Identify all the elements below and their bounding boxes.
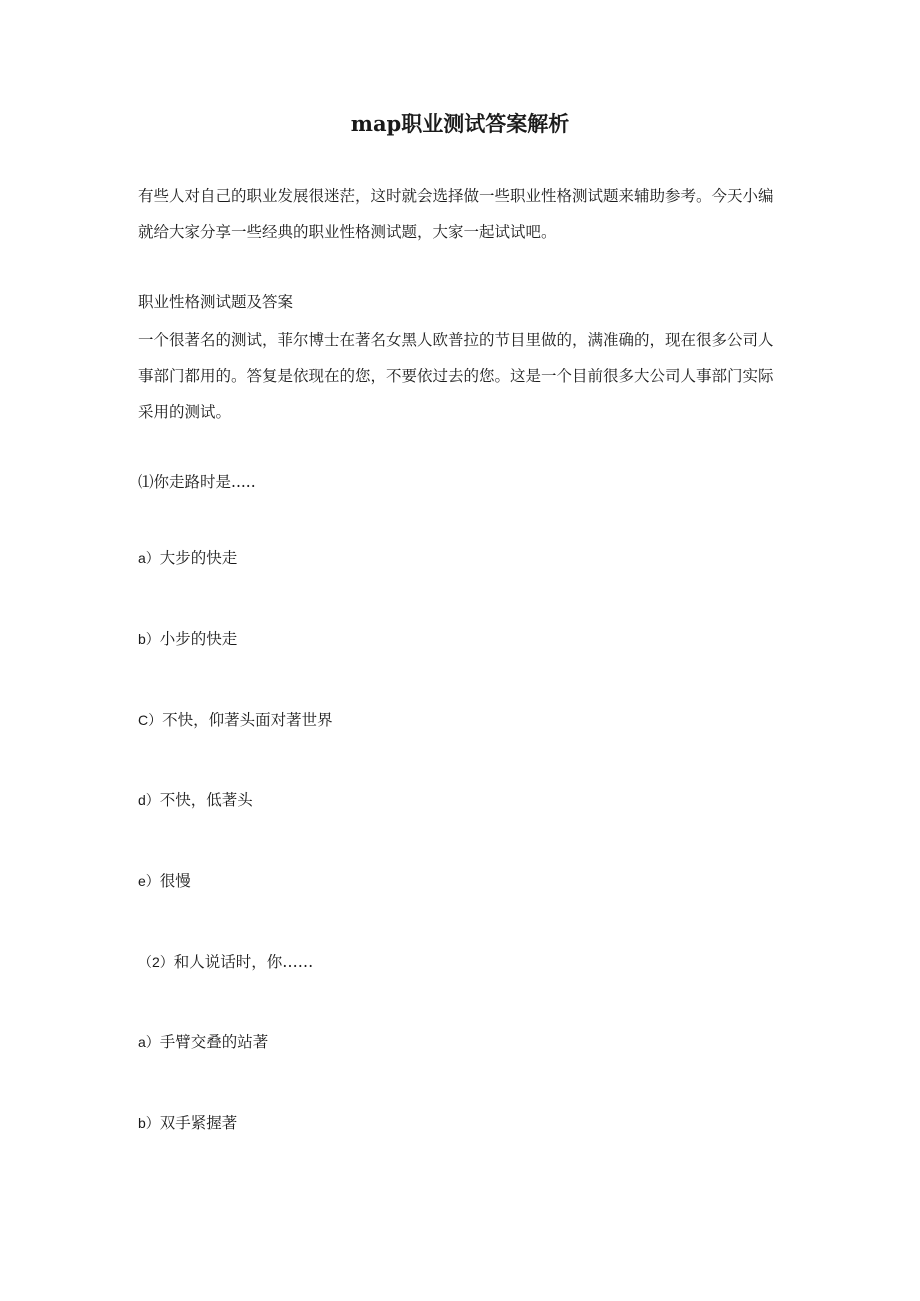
question-number: （2） — [138, 954, 174, 970]
question-1 — [138, 470, 786, 494]
option-text: 手臂交叠的站著 — [159, 1033, 269, 1051]
question-1-option-b — [138, 627, 786, 651]
question-1-option-d — [138, 788, 786, 812]
option-letter: a） — [138, 1034, 160, 1050]
section-description: 一个很著名的测试，菲尔博士在著名女黑人欧普拉的节目里做的，满准确的，现在很多公司人事部门都用的。答复是依现在的您，不要依过去的您。这是一个目前很多大公司人事部门实际采用的测试。 — [138, 331, 774, 421]
option-letter: e） — [138, 873, 160, 889]
question-1-option-a — [138, 546, 786, 570]
question-1-option-c — [138, 708, 786, 732]
option-text: 大步的快走 — [159, 549, 238, 567]
intro-paragraph: 有些人对自己的职业发展很迷茫，这时就会选择做一些职业性格测试题来辅助参考。今天小编就给大家分享一些经典的职业性格测试题，大家一起试试吧。 — [138, 187, 774, 241]
option-letter: b） — [138, 1115, 160, 1131]
option-text: 不快，仰著头面对著世界 — [162, 711, 333, 729]
question-2-option-b — [138, 1111, 786, 1135]
option-text: 小步的快走 — [159, 630, 238, 648]
option-text: 不快，低著头 — [159, 791, 253, 809]
option-letter: a） — [138, 550, 160, 566]
option-letter: C） — [138, 712, 163, 728]
option-letter: d） — [138, 792, 160, 808]
question-number: ⑴ — [138, 473, 154, 491]
question-text: 和人说话时，你…… — [173, 953, 314, 971]
option-letter: b） — [138, 631, 160, 647]
section-heading: 职业性格测试题及答案 — [138, 293, 294, 311]
question-text: 你走路时是..... — [153, 473, 256, 491]
question-2 — [138, 950, 786, 974]
question-1-option-e — [138, 869, 786, 893]
option-text: 双手紧握著 — [159, 1114, 238, 1132]
document-title: map职业测试答案解析 — [350, 111, 570, 136]
option-text: 很慢 — [159, 872, 191, 890]
question-2-option-a — [138, 1030, 786, 1054]
